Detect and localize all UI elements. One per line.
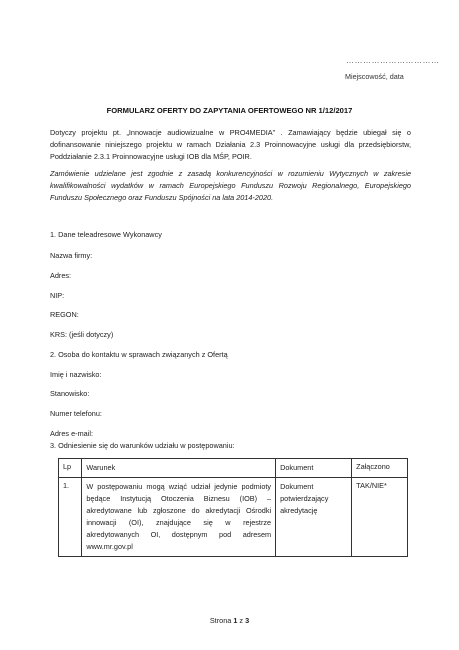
section3-heading: 3. Odniesienie się do warunków udziału w postępowaniu: [50,441,235,450]
footer-prefix: Strona [209,616,234,625]
footer-current-page: 1 [233,616,238,625]
field-regon: REGON: [50,310,79,319]
page-footer [0,616,459,625]
header-warunek: Warunek [82,459,276,478]
header-dokument: Dokument [276,459,352,478]
footer-middle: z [237,616,246,625]
field-company-name: Nazwa firmy: [50,251,93,260]
place-date-label: Miejscowość, data [345,72,404,81]
table-header-row [59,459,408,478]
field-address: Adres: [50,271,72,280]
section1-heading: 1. Dane teleadresowe Wykonawcy [50,230,162,239]
field-position: Stanowisko: [50,389,90,398]
header-lp: Lp [59,459,82,478]
cell-dokument: Dokument potwierdzający akredytację [276,478,352,557]
field-krs: KRS: (jeśli dotyczy) [50,330,114,339]
conditions-table [58,458,408,557]
cell-zalaczono: TAK/NIE* [352,478,408,557]
section2-heading: 2. Osoba do kontaktu w sprawach związanych z Ofertą [50,350,228,359]
cell-lp: 1. [59,478,82,557]
intro-paragraph: Dotyczy projektu pt. „Innowacje audiowizualne w PRO4MEDIA” . Zamawiający będzie ubiegał się o dofinansowanie niniejszego projektu w ramach Działania 2.3 Proinnowacyjne usługi dla przedsiębiorstw, Poddziałanie 2.3.1 Proinnowacyjne usługi IOB dla MŚP, POIR. [50,128,411,161]
field-email: Adres e-mail: [50,429,93,438]
notice-paragraph: Zamówienie udzielane jest zgodnie z zasadą konkurencyjności w rozumieniu Wytycznych w zakresie kwalifikowalności wydatków w ramach Europejskiego Funduszu Rozwoju Regionalnego, Europejskiego Funduszu Społecznego oraz Funduszu Spójności na lata 2014-2020. [50,169,411,202]
field-full-name: Imię i nazwisko: [50,370,102,379]
signature-dots: …………………………… [346,56,440,65]
field-phone: Numer telefonu: [50,409,102,418]
cell-warunek: W postępowaniu mogą wziąć udział jedynie podmioty będące Instytucją Otoczenia Biznesu (IOB) – akredytowane lub zgłoszone do akredytacji Ośrodki innowacji (OI), znajdujące się w rejestrze akredytowanych OI, dostępnym pod adresem www.mr.gov.pl [82,478,276,557]
document-title: FORMULARZ OFERTY DO ZAPYTANIA OFERTOWEGO NR 1/12/2017 [106,106,353,115]
footer-total-pages: 3 [245,616,250,625]
header-zalaczono: Załączono [352,459,408,478]
field-nip: NIP: [50,291,65,300]
table-row [59,478,408,557]
